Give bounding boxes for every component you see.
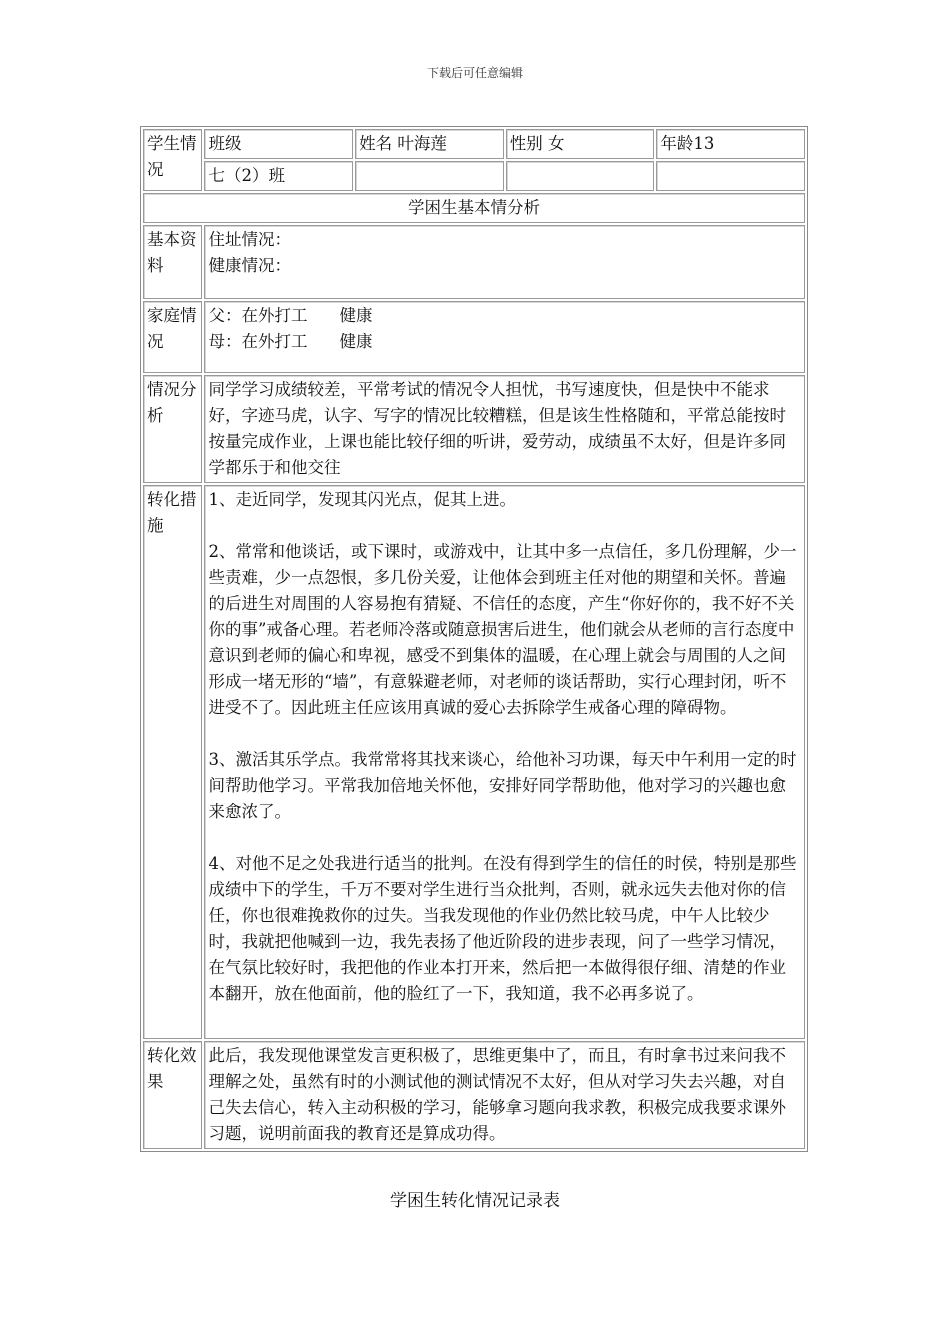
footer-title: 学困生转化情况记录表 [390,1191,560,1211]
address-line: 住址情况： [208,230,291,249]
father-health: 健康 [339,306,373,325]
section-title: 学困生基本情分析 [143,193,805,223]
measure-item: 2、常常和他谈话，或下课时，或游戏中，让其中多一点信任，多几份理解，少一些责难，少一点怨恨，多几份关爱，让他体会到班主任对他的期望和关怀。普遍的后进生对周围的人容易抱有猜疑、不信任的态度，产生“你好你的，我不好不关你的事”戒备心理。若老师冷落或随意损害后进生，他们就会从老师的言行态度中意识到老师的偏心和卑视，感受不到集体的温暖，在心理上就会与周围的人之间形成一堵无形的“墙”，有意躲避老师，对老师的谈话帮助，实行心理封闭，听不进受不了。因此班主任应该用真诚的爱心去拆除学生戒备心理的障碍物。 [208,542,797,717]
measure-item: 3、激活其乐学点。我常常将其找来谈心，给他补习功课，每天中午利用一定的时间帮助他学习。平常我加倍地关怀他，安排好同学帮助他，他对学习的兴趣也愈来愈浓了。 [208,750,797,821]
analysis-text: 同学学习成绩较差，平常考试的情况令人担忧，书写速度快，但是快中不能求好，字迹马虎，认字、写字的情况比较糟糕，但是该生性格随和，平常总能按时按量完成作业，上课也能比较仔细的听讲，爱劳动，成绩虽不太好，但是许多同学都乐于和他交往 [204,375,805,483]
effect-label: 转化效果 [143,1041,202,1149]
family-label: 家庭情况 [143,301,202,373]
student-gender: 性别 女 [506,129,655,159]
student-info-label: 学生情况 [143,129,202,191]
empty-cell [656,161,805,191]
family-content [204,301,805,373]
analysis-label: 情况分析 [143,375,202,483]
measure-item: 4、对他不足之处我进行适当的批判。在没有得到学生的信任的时侯，特别是那些成绩中下的学生，千万不要对学生进行当众批判，否则，就永远失去他对你的信任，你也很难挽救你的过失。当我发现他的作业仍然比较马虎，中午人比较少时，我就把他喊到一边，我先表扬了他近阶段的进步表现，问了一些学习情况，在气氛比较好时，我把他的作业本打开来，然后把一本做得很仔细、清楚的作业本翻开，放在他面前，他的脸红了一下，我知道，我不必再多说了。 [208,854,797,1003]
basic-info-content [204,225,805,299]
analysis-row [143,375,805,483]
empty-cell [506,161,655,191]
student-info-values-row [143,161,805,191]
class-value: 七（2）班 [204,161,353,191]
health-line: 健康情况： [208,256,291,275]
mother-line [208,329,801,355]
father-line [208,303,801,329]
student-name: 姓名 叶海莲 [355,129,504,159]
measure-item: 1、走近同学，发现其闪光点，促其上进。 [208,490,516,509]
empty-cell [355,161,504,191]
class-label: 班级 [204,129,353,159]
basic-info-row [143,225,805,299]
effect-row [143,1041,805,1149]
record-table [140,126,808,1152]
section-title-row [143,193,805,223]
student-age: 年龄13 [656,129,805,159]
mother-health: 健康 [339,332,373,351]
family-row [143,301,805,373]
basic-info-label: 基本资料 [143,225,202,299]
effect-text: 此后，我发现他课堂发言更积极了，思维更集中了，而且，有时拿书过来问我不理解之处，虽然有时的小测试他的测试情况不太好，但从对学习失去兴趣，对自己失去信心，转入主动积极的学习，能够拿习题向我求教，积极完成我要求课外习题，说明前面我的教育还是算成功得。 [204,1041,805,1149]
father-job: 父：在外打工 [208,306,308,325]
header-note: 下载后可任意编辑 [426,66,523,80]
mother-job: 母：在外打工 [208,332,308,351]
measures-row [143,485,805,1039]
student-info-row [143,129,805,159]
measures-content [204,485,805,1039]
measures-label: 转化措施 [143,485,202,1039]
